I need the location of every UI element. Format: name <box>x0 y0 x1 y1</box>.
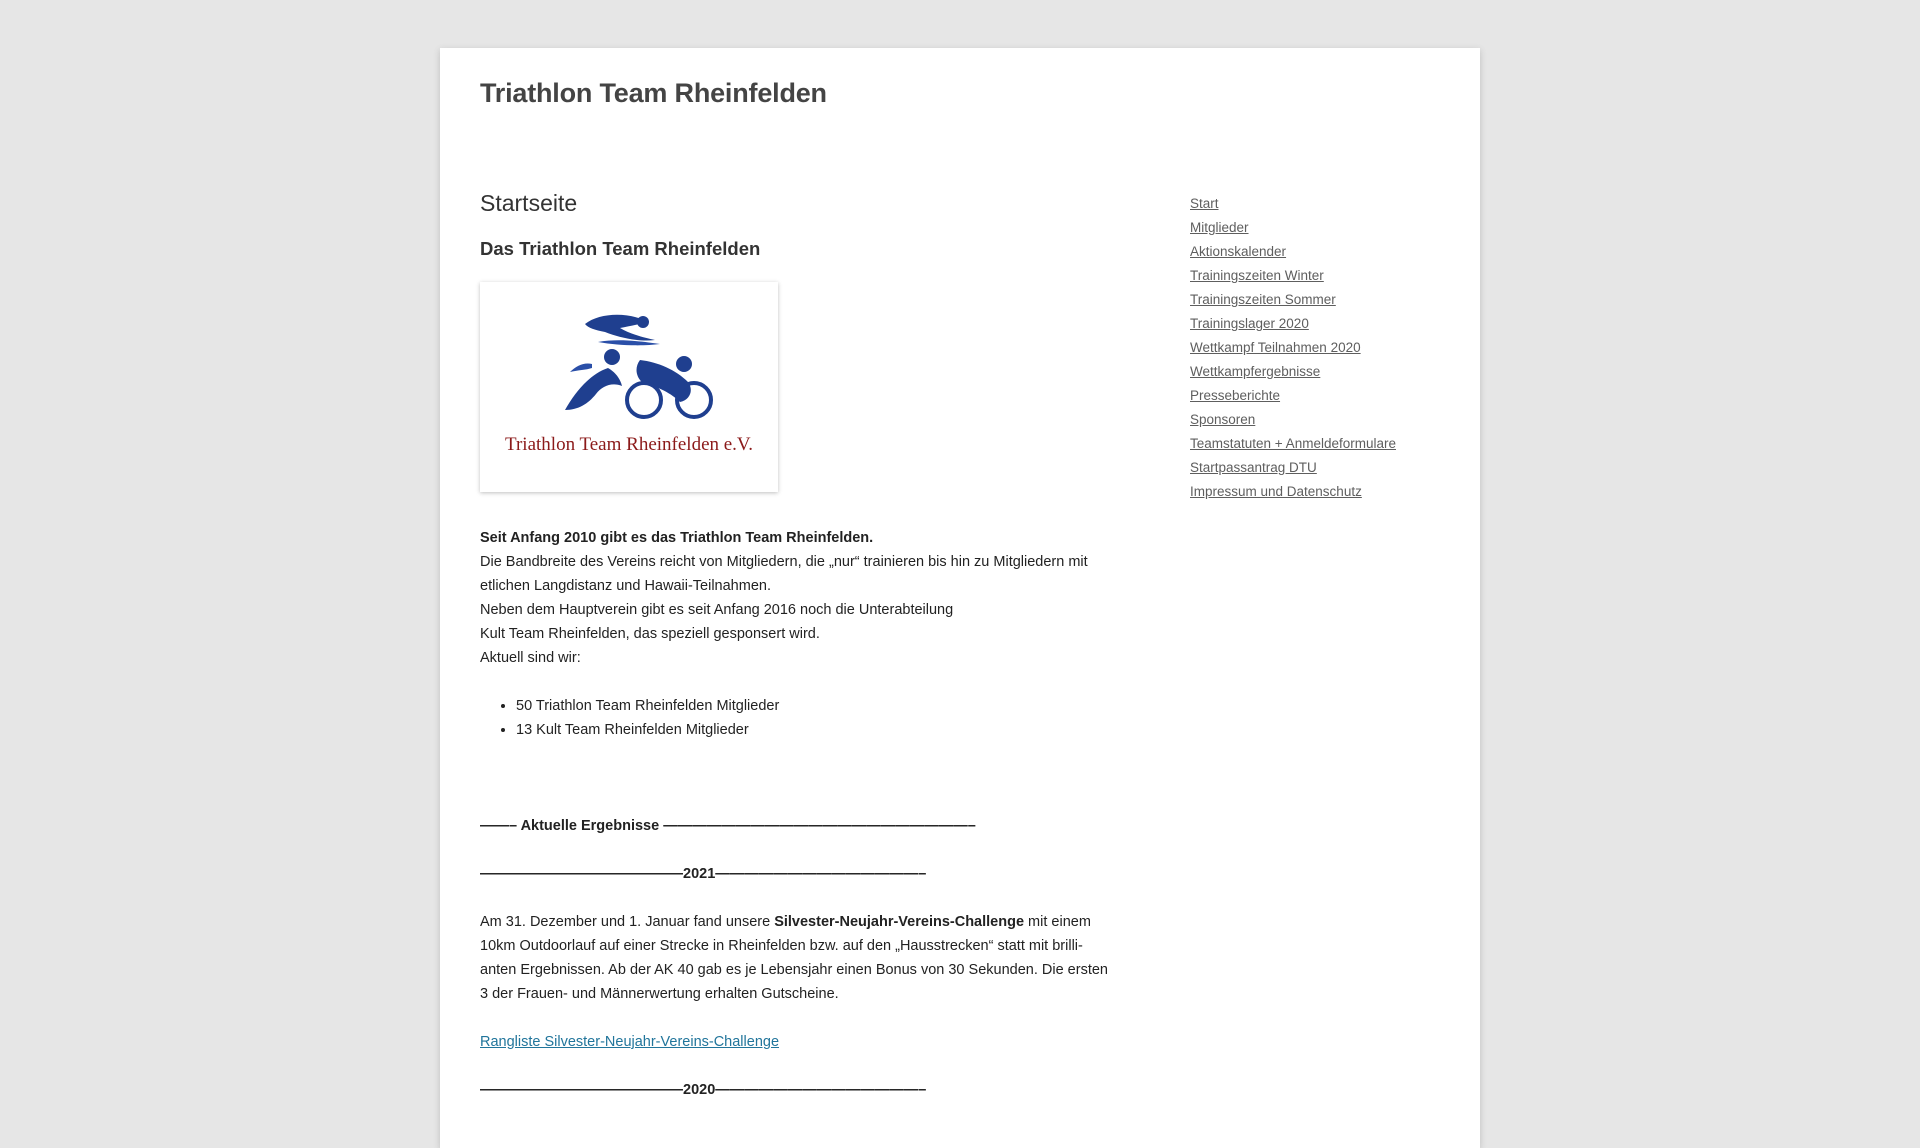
intro-line: Neben dem Hauptverein gibt es seit Anfang 2016 noch die Unterabteilung <box>480 602 954 618</box>
intro-line: Kult Team Rheinfelden, das speziell gesponsert wird. <box>480 626 820 642</box>
sidebar-item-trainingslager-2020[interactable]: Trainingslager 2020 <box>1190 316 1309 331</box>
year-divider-2021: ——————————————2021——————————————– <box>480 866 927 882</box>
intro-bold: Seit Anfang 2010 gibt es das Triathlon Team Rheinfelden. <box>480 530 874 546</box>
sidebar-item-wettkampf-teilnahmen-2020[interactable]: Wettkampf Teilnahmen 2020 <box>1190 340 1361 355</box>
list-item: • 50 Triathlon Team Rheinfelden Mitglieder <box>516 694 1110 718</box>
year-divider-2020: ——————————————2020——————————————– <box>480 1082 927 1098</box>
intro-line: Aktuell sind wir: <box>480 650 581 666</box>
list-item: • 13 Kult Team Rheinfelden Mitglieder <box>516 718 1110 742</box>
sidebar-item-teamstatuten[interactable]: Teamstatuten + Anmeldeformulare <box>1190 436 1396 451</box>
sidebar-item-presseberichte[interactable]: Presseberichte <box>1190 388 1281 403</box>
triathlon-logo-icon <box>480 282 778 492</box>
member-list <box>480 694 1110 742</box>
sidebar-item-startpassantrag[interactable]: Startpassantrag DTU <box>1190 460 1317 475</box>
ranking-link[interactable]: Rangliste Silvester-Neujahr-Vereins-Challenge <box>480 1034 780 1050</box>
sidebar-item-sponsoren[interactable]: Sponsoren <box>1190 412 1256 427</box>
sidebar-item-aktionskalender[interactable]: Aktionskalender <box>1190 244 1287 259</box>
sidebar-item-impressum[interactable]: Impressum und Datenschutz <box>1190 484 1362 499</box>
logo-text: Triathlon Team Rheinfelden e.V. <box>505 434 753 455</box>
sidebar-item-wettkampfergebnisse[interactable]: Wettkampfergebnisse <box>1190 364 1321 379</box>
main-content <box>480 188 1110 1102</box>
page-title: Startseite <box>480 190 578 216</box>
challenge-paragraph: Am 31. Dezember und 1. Januar fand unsere Silvester-Neujahr-Vereins-Challenge mit einem 10km Outdoorlauf auf einer Strecke in Rheinfelden bzw. auf den „Hausstrecken“ statt mit brillianten Ergebnissen. Ab der AK 40 gab es je Lebensjahr einen Bonus von 30 Sekunden. Die ersten 3 der Frauen- und Männerwertung erhalten Gutscheine. <box>480 914 1108 1002</box>
sidebar-item-trainingszeiten-winter[interactable]: Trainingszeiten Winter <box>1190 268 1324 283</box>
sidebar-item-mitglieder[interactable]: Mitglieder <box>1190 220 1249 235</box>
section-heading: Das Triathlon Team Rheinfelden <box>480 238 761 259</box>
sidebar-item-trainingszeiten-sommer[interactable]: Trainingszeiten Sommer <box>1190 292 1336 307</box>
page-container <box>440 48 1480 1148</box>
site-title[interactable]: Triathlon Team Rheinfelden <box>480 78 827 108</box>
results-divider: ——– Aktuelle Ergebnisse —————————————————————– <box>480 818 976 834</box>
team-logo <box>480 282 778 492</box>
sidebar-nav <box>1190 192 1440 504</box>
sidebar-item-start[interactable]: Start <box>1190 196 1219 211</box>
intro-line: Die Bandbreite des Vereins reicht von Mitgliedern, die „nur“ trainieren bis hin zu Mitgliedern mit etlichen Langdistanz und Hawaii-Teilnahmen. <box>480 554 1088 594</box>
